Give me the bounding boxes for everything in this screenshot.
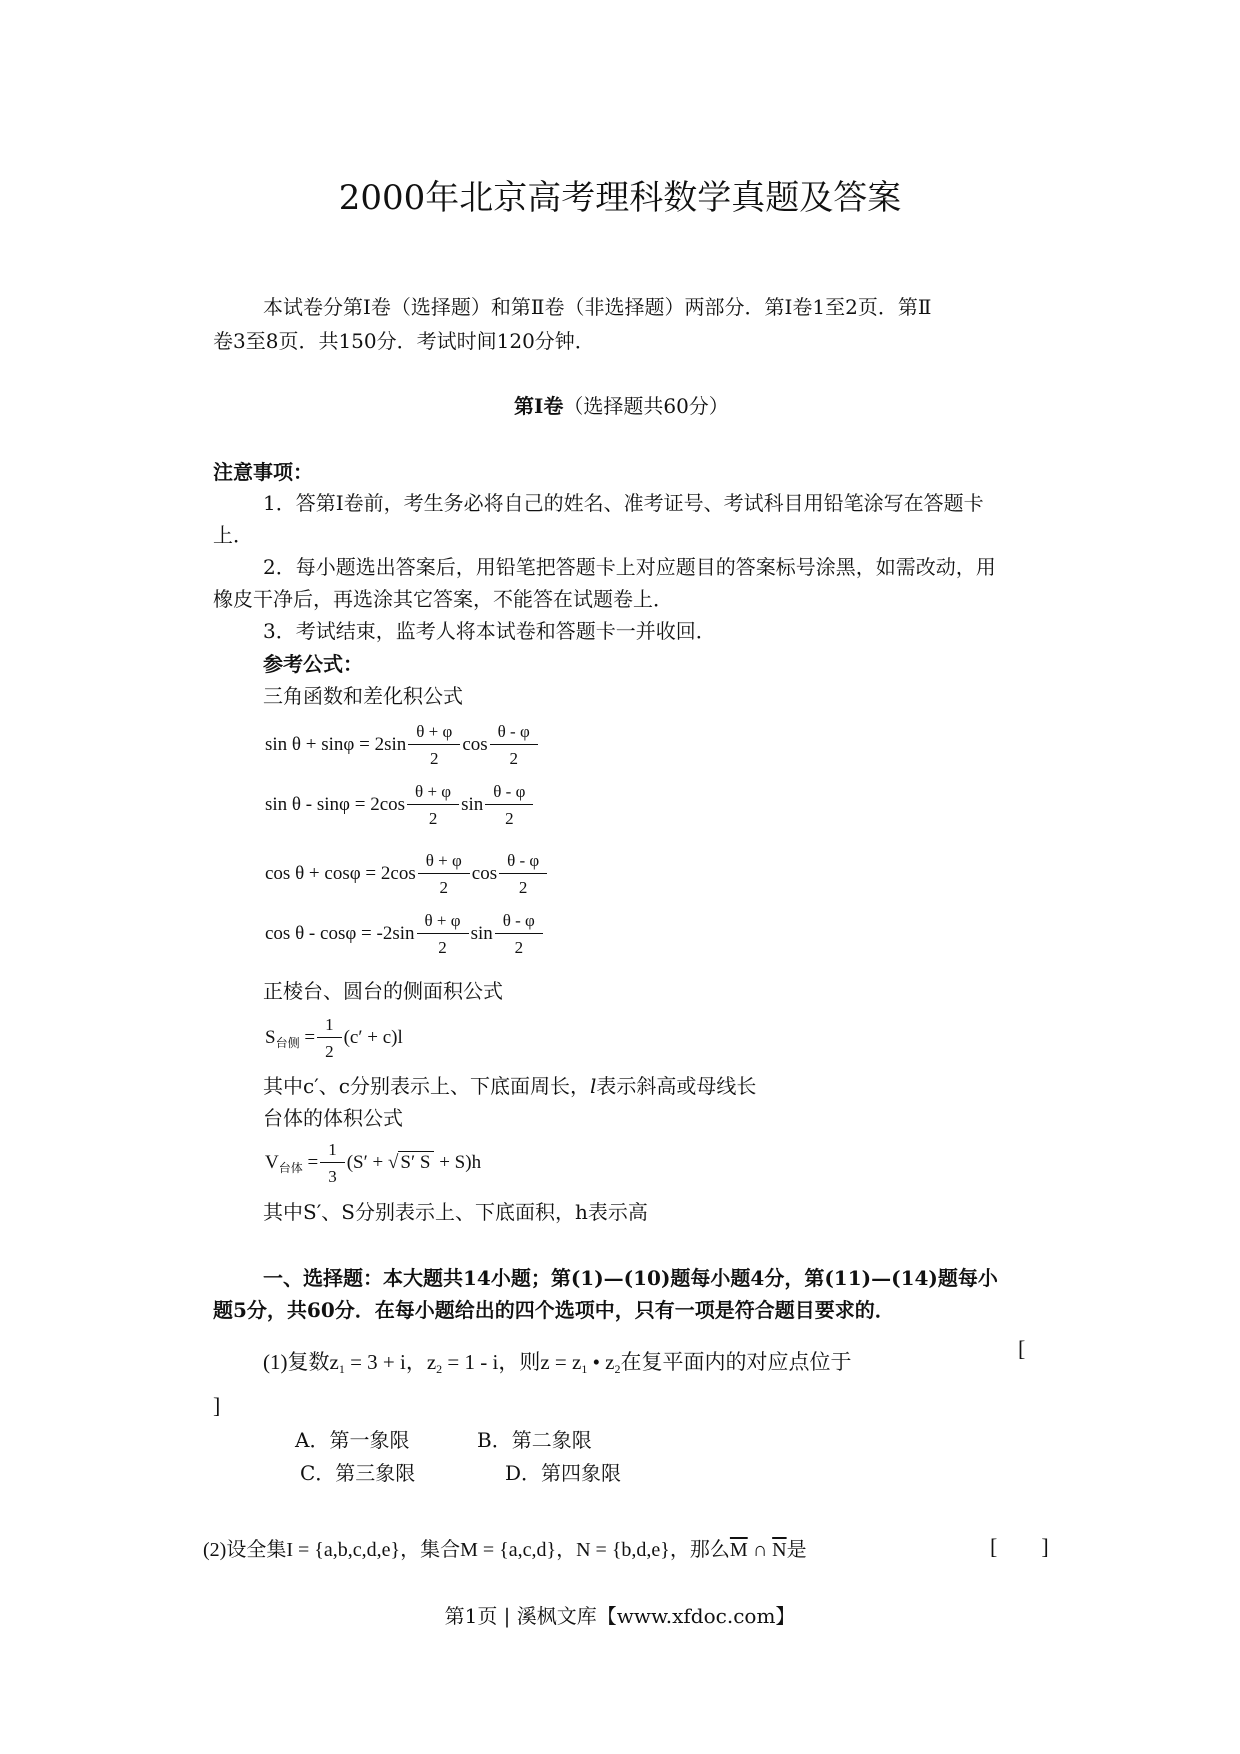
- trig-lhs-1: sin θ + sinφ = 2sin: [265, 733, 407, 755]
- q2-bracket: [ ]: [990, 1534, 1049, 1559]
- fraction: [418, 851, 470, 898]
- lateral-note: [263, 1070, 756, 1102]
- fraction-numerator: θ - φ: [485, 782, 533, 805]
- trig-heading: 三角函数和差化积公式: [263, 684, 463, 708]
- fraction-denominator: 2: [514, 938, 524, 957]
- lateral-formula: [265, 1015, 403, 1062]
- fraction: [485, 782, 533, 829]
- q1-text-b: = 3 + i，z: [344, 1350, 437, 1374]
- volume-equals: =: [307, 1151, 319, 1173]
- fraction-denominator: 2: [518, 878, 528, 897]
- q2-cap: ∩: [747, 1539, 773, 1561]
- fraction-numerator: θ + φ: [418, 851, 470, 874]
- trig-formula-1: [265, 722, 540, 769]
- fraction: [417, 911, 469, 958]
- fraction-numerator: θ + φ: [407, 782, 459, 805]
- section1-heading: [514, 390, 729, 422]
- fraction-denominator: 2: [430, 749, 439, 768]
- lateral-subscript: 台侧: [275, 1035, 300, 1050]
- note-1-line-2: 上．: [213, 523, 253, 547]
- trig-lhs-2: sin θ - sinφ = 2cos: [265, 793, 406, 815]
- q1-option-a: A．第一象限: [295, 1428, 410, 1452]
- q1-text-c: = 1 - i，则z = z: [442, 1350, 582, 1374]
- fraction-denominator: 2: [509, 749, 518, 768]
- part1-line-1: 一、选择题：本大题共14小题；第(1)—(10)题每小题4分，第(11)—(14)题每小: [263, 1266, 998, 1290]
- fraction-denominator: 2: [325, 1042, 334, 1061]
- note-3: 3．考试结束，监考人将本试卷和答题卡一并收回．: [263, 619, 716, 643]
- q1-option-b: B．第二象限: [477, 1428, 592, 1452]
- volume-close: + S)h: [439, 1151, 482, 1173]
- trig-lhs-4: cos θ - cosφ = -2sin: [265, 922, 415, 944]
- q2-text-b: 是: [786, 1539, 807, 1561]
- fraction: [495, 911, 543, 958]
- q1-option-c: C．第三象限: [300, 1461, 416, 1485]
- lateral-note-l: l: [589, 1074, 597, 1098]
- q2-complement-m: $\overline{M}$: [729, 1539, 748, 1561]
- trig-formula-2: [265, 782, 535, 829]
- fraction-denominator: 2: [505, 809, 514, 828]
- volume-open: (S′ +: [346, 1151, 384, 1173]
- volume-subscript: 台体: [278, 1160, 303, 1175]
- trig-func-3: cos: [471, 862, 498, 884]
- fraction-numerator: θ - φ: [490, 722, 538, 745]
- question-2: [203, 1533, 807, 1562]
- q1-bracket-open: [: [1018, 1336, 1026, 1361]
- fraction-denominator: 2: [439, 878, 448, 897]
- sqrt-sign: √: [387, 1151, 399, 1173]
- fraction: [408, 722, 460, 769]
- trig-func-2: sin: [461, 793, 484, 815]
- lateral-rest: (c′ + c)l: [343, 1026, 403, 1048]
- volume-note: 其中S′、S分别表示上、下底面积，h表示高: [263, 1200, 648, 1224]
- intro-line-1: 本试卷分第Ⅰ卷（选择题）和第Ⅱ卷（非选择题）两部分．第Ⅰ卷1至2页．第Ⅱ: [263, 295, 932, 319]
- note-1-line-1: 1．答第Ⅰ卷前，考生务必将自己的姓名、准考证号、考试科目用铅笔涂写在答题卡: [263, 491, 984, 515]
- lateral-note-pre: 其中c′、c分别表示上、下底面周长，: [263, 1074, 590, 1098]
- q1-text-d: • z: [587, 1350, 615, 1374]
- fraction: [320, 1140, 345, 1187]
- q1-sub-3: 1: [581, 1362, 588, 1376]
- notes-heading: 注意事项：: [213, 460, 313, 484]
- lateral-s: S: [265, 1026, 276, 1048]
- formulas-heading: 参考公式：: [263, 652, 363, 676]
- fraction: [317, 1015, 342, 1062]
- fraction-numerator: 1: [317, 1015, 342, 1038]
- q1-text-e: 在复平面内的对应点位于: [620, 1350, 852, 1374]
- fraction-numerator: θ + φ: [417, 911, 469, 934]
- q1-option-d: D．第四象限: [505, 1461, 622, 1485]
- page-footer: 第1页 | 溪枫文库【www.xfdoc.com】: [444, 1604, 796, 1628]
- question-1: [263, 1346, 852, 1377]
- q1-text-a: (1)复数z: [263, 1350, 339, 1374]
- trig-formula-4: [265, 911, 545, 958]
- lateral-heading: 正棱台、圆台的侧面积公式: [263, 979, 503, 1003]
- trig-lhs-3: cos θ + cosφ = 2cos: [265, 862, 416, 884]
- volume-formula: [265, 1140, 481, 1187]
- fraction-denominator: 2: [438, 938, 447, 957]
- section1-heading-rest: （选择题共60分）: [563, 394, 729, 418]
- q1-bracket-close: ]: [213, 1393, 221, 1418]
- q1-sub-4: 2: [614, 1362, 621, 1376]
- lateral-note-post: 表示斜高或母线长: [596, 1074, 757, 1098]
- fraction-numerator: θ - φ: [499, 851, 547, 874]
- page-title: 2000年北京高考理科数学真题及答案: [338, 178, 902, 218]
- part1-line-2: 题5分，共60分．在每小题给出的四个选项中，只有一项是符合题目要求的．: [213, 1298, 895, 1322]
- q1-sub-1: 1: [338, 1362, 345, 1376]
- fraction: [490, 722, 538, 769]
- fraction-numerator: θ + φ: [408, 722, 460, 745]
- fraction-denominator: 3: [328, 1167, 337, 1186]
- volume-heading: 台体的体积公式: [263, 1106, 403, 1130]
- fraction-numerator: 1: [320, 1140, 345, 1163]
- fraction-denominator: 2: [428, 809, 438, 828]
- note-2-line-1: 2．每小题选出答案后，用铅笔把答题卡上对应题目的答案标号涂黑，如需改动，用: [263, 555, 996, 579]
- q2-text-a: (2)设全集I = {a,b,c,d,e}，集合M = {a,c,d}，N = {b,d,e}，那么: [203, 1539, 730, 1561]
- fraction: [499, 851, 547, 898]
- trig-func-4: sin: [470, 922, 493, 944]
- volume-v: V: [265, 1151, 279, 1173]
- q2-complement-n: $\overline{N}$: [772, 1539, 787, 1561]
- fraction: [407, 782, 459, 829]
- q1-sub-2: 2: [436, 1362, 443, 1376]
- lateral-equals: =: [304, 1026, 316, 1048]
- note-2-line-2: 橡皮干净后，再选涂其它答案，不能答在试题卷上．: [213, 587, 673, 611]
- trig-formula-3: [265, 851, 549, 898]
- fraction-numerator: θ - φ: [495, 911, 543, 934]
- trig-func-1: cos: [462, 733, 488, 755]
- sqrt-radicand: S′ S: [398, 1151, 434, 1173]
- section1-heading-bold: 第Ⅰ卷: [514, 394, 564, 418]
- intro-line-2: 卷3至8页．共150分．考试时间120分钟．: [213, 329, 595, 353]
